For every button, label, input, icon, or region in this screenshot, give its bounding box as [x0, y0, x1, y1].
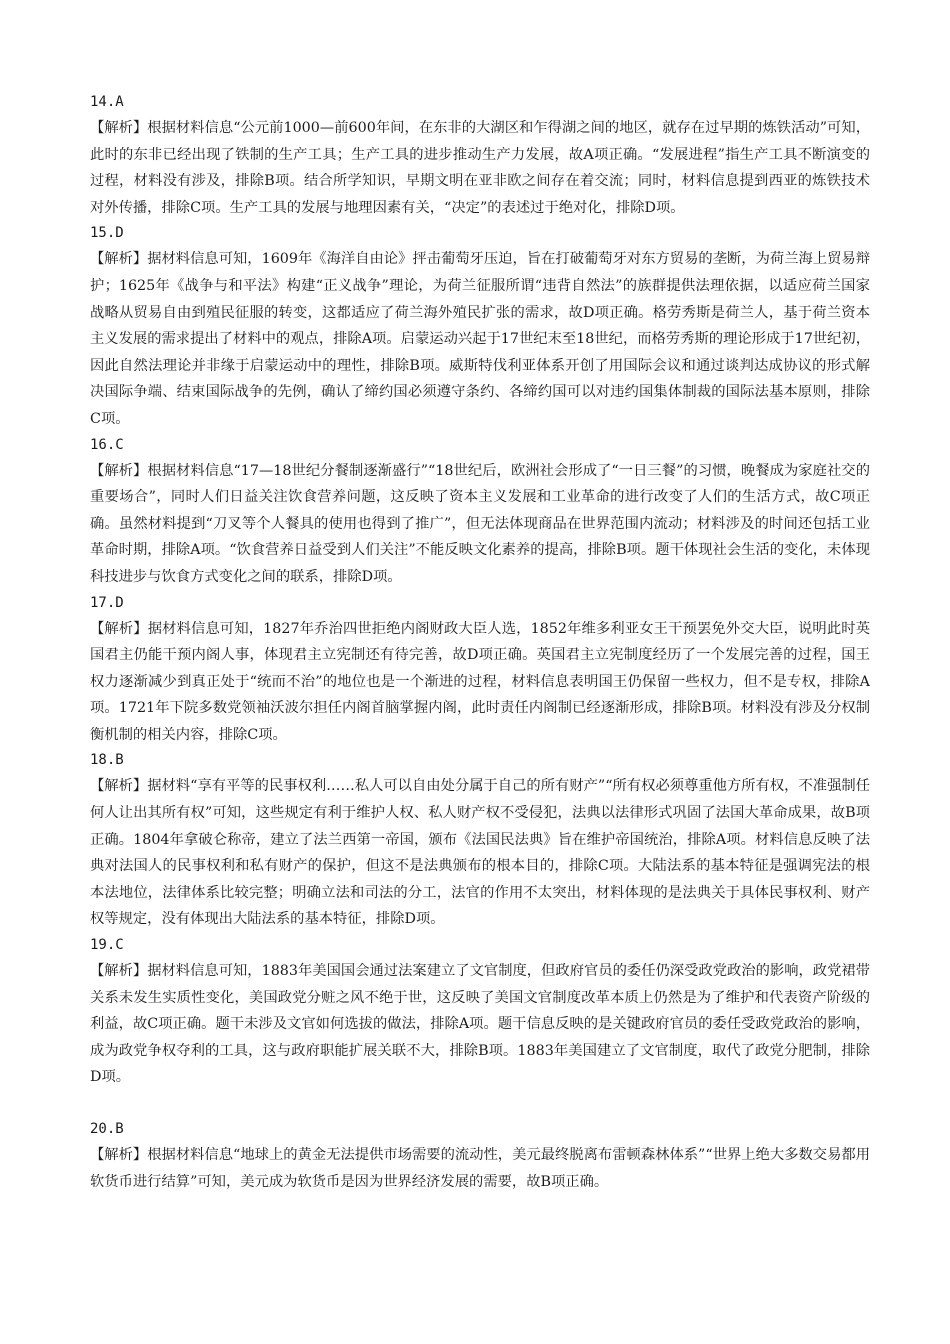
document-page	[90, 90, 870, 1195]
analysis-tag: 【解析】	[90, 251, 148, 268]
analysis-text: 根据材料信息“公元前1000—前600年间，在东非的大湖区和乍得湖之间的地区，就存在过早期的炼铁活动”可知，此时的东非已经出现了铁制的生产工具；生产工具的进步推动生产力发展，故A项正确。“发展进程”指生产工具不断演变的过程，材料没有涉及，排除B项。结合所学知识，早期文明在亚非欧之间存在着交流；同时，材料信息提到西亚的炼铁技术对外传播，排除C项。生产工具的发展与地理因素有关，“决定”的表述过于绝对化，排除D项。	[90, 120, 870, 216]
blank-line	[90, 1091, 870, 1117]
analysis-tag: 【解析】	[90, 462, 148, 479]
answer-19: 19.C	[90, 937, 124, 954]
analysis-tag: 【解析】	[90, 963, 148, 980]
analysis-17	[90, 616, 870, 749]
analysis-tag: 【解析】	[90, 778, 148, 795]
analysis-tag: 【解析】	[90, 620, 148, 637]
answer-18: 18.B	[90, 752, 124, 769]
analysis-18	[90, 773, 870, 933]
answer-17: 17.D	[90, 594, 124, 611]
analysis-text: 根据材料信息“地球上的黄金无法提供市场需要的流动性，美元最终脱离布雷顿森林体系”“世界上绝大多数交易都用软货币进行结算”可知，美元成为软货币是因为世界经济发展的需要，故B项正确。	[90, 1147, 871, 1190]
analysis-text: 据材料信息可知，1609年《海洋自由论》抨击葡萄牙压迫，旨在打破葡萄牙对东方贸易的垄断，为荷兰海上贸易辩护；1625年《战争与和平法》构建“正义战争”理论，为荷兰征服所谓“违背自然法”的族群提供法理依据，以适应荷兰国家战略从贸易自由到殖民征服的转变，这都适应了荷兰海外殖民扩张的需求，故D项正确。格劳秀斯是荷兰人，基于荷兰资本主义发展的需求提出了材料中的观点，排除A项。启蒙运动兴起于17世纪末至18世纪，而格劳秀斯的理论形成于17世纪初，因此自然法理论并非缘于启蒙运动中的理性，排除B项。威斯特伐利亚体系开创了用国际会议和通过谈判达成协议的形式解决国际争端、结束国际战争的先例，确认了缔约国必须遵守条约、各缔约国可以对违约国集体制裁的国际法基本原则，排除C项。	[90, 251, 870, 427]
analysis-tag: 【解析】	[90, 1147, 148, 1163]
analysis-tag: 【解析】	[90, 120, 148, 136]
analysis-text: 据材料信息可知，1883年美国国会通过法案建立了文官制度，但政府官员的委任仍深受政党政治的影响，政党裙带关系未发生实质性变化，美国政党分赃之风不绝于世，这反映了美国文官制度改革本质上仍然是为了维护和代表资产阶级的利益，故C项正确。题干未涉及文官如何选拔的做法，排除A项。题干信息反映的是关键政府官员的委任受政党政治的影响，成为政党争权夺利的工具，这与政府职能扩展关联不大，排除B项。1883年美国建立了文官制度，取代了政党分肥制，排除D项。	[90, 963, 870, 1086]
analysis-text: 据材料信息可知，1827年乔治四世拒绝内阁财政大臣人选，1852年维多利亚女王干预罢免外交大臣，说明此时英国君主仍能干预内阁人事，体现君主立宪制还有待完善，故D项正确。英国君主立宪制度经历了一个发展完善的过程，国王权力逐渐减少到真正处于“统而不治”的地位也是一个渐进的过程，材料信息表明国王仍保留一些权力，但不是专权，排除A项。1721年下院多数党领袖沃波尔担任内阁首脑掌握内阁，此时责任内阁制已经逐渐形成，排除B项。材料没有涉及分权制衡机制的相关内容，排除C项。	[90, 620, 871, 743]
answer-20: 20.B	[90, 1121, 124, 1137]
analysis-19	[90, 958, 870, 1091]
analysis-text: 据材料“享有平等的民事权利……私人可以自由处分属于自己的所有财产”“所有权必须尊重他方所有权，不准强制任何人让出其所有权”可知，这些规定有利于维护人权、私人财产权不受侵犯，法典以法律形式巩固了法国大革命成果，故B项正确。1804年拿破仑称帝，建立了法兰西第一帝国，颁布《法国民法典》旨在维护帝国统治，排除A项。材料信息反映了法典对法国人的民事权利和私有财产的保护，但这不是法典颁布的根本目的，排除C项。大陆法系的基本特征是强调宪法的根本法地位，法律体系比较完整；明确立法和司法的分工，法官的作用不太突出，材料体现的是法典关于具体民事权利、财产权等规定，没有体现出大陆法系的基本特征，排除D项。	[90, 778, 870, 928]
analysis-text: 根据材料信息“17—18世纪分餐制逐渐盛行”“18世纪后，欧洲社会形成了“一日三餐”的习惯，晚餐成为家庭社交的重要场合”，同时人们日益关注饮食营养问题，这反映了资本主义发展和工业革命的进行改变了人们的生活方式，故C项正确。虽然材料提到“刀叉等个人餐具的使用也得到了推广”，但无法体现商品在世界范围内流动；材料涉及的时间还包括工业革命时期，排除A项。“饮食营养日益受到人们关注”不能反映文化素养的提高，排除B项。题干体现社会生活的变化，未体现科技进步与饮食方式变化之间的联系，排除D项。	[90, 462, 871, 585]
analysis-14	[90, 115, 870, 221]
answer-14: 14.A	[90, 94, 124, 110]
answer-16: 16.C	[90, 436, 124, 453]
answer-15: 15.D	[90, 225, 124, 242]
analysis-16	[90, 458, 870, 591]
analysis-20	[90, 1142, 870, 1195]
analysis-15	[90, 246, 870, 432]
